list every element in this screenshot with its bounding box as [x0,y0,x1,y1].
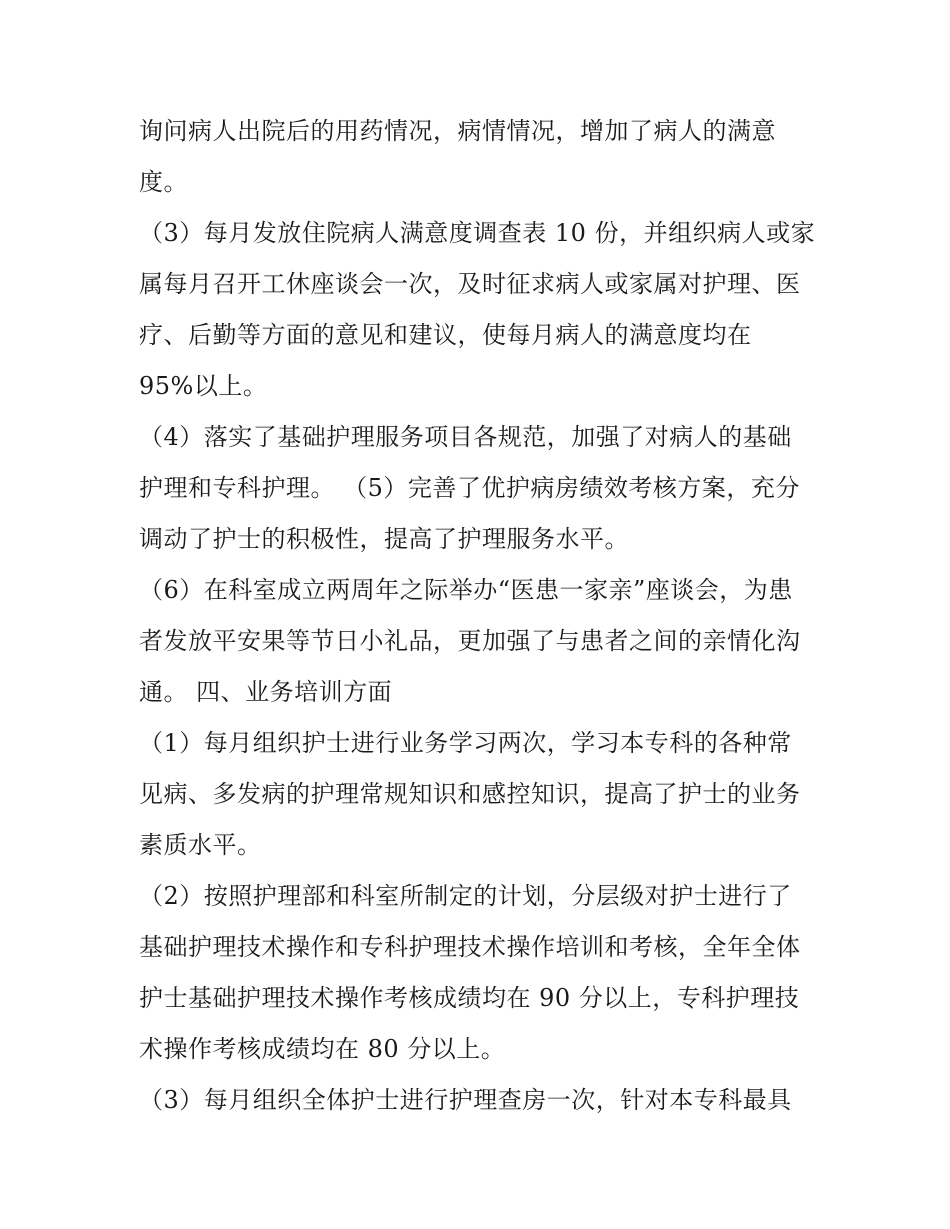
text-line: （3）每月发放住院病人满意度调查表 10 份，并组织病人或家 [139,219,816,247]
text-line: 素质水平。 [139,831,262,859]
text-line: 疗、后勤等方面的意见和建议，使每月病人的满意度均在 [139,321,752,349]
text-line: 95%以上。 [139,372,268,400]
text-line: 属每月召开工休座谈会一次，及时征求病人或家属对护理、医 [139,270,801,298]
text-line: （4）落实了基础护理服务项目各规范，加强了对病人的基础 [139,423,792,451]
text-line: 术操作考核成绩均在 80 分以上。 [139,1035,506,1063]
text-line: （6）在科室成立两周年之际举办“医患一家亲”座谈会，为患 [139,576,793,604]
text-line: 询问病人出院后的用药情况，病情情况，增加了病人的满意 [139,117,776,145]
text-line: 调动了护士的积极性，提高了护理服务水平。 [139,525,629,553]
section-heading-line: 通。 四、业务培训方面 [139,678,393,706]
text-line: 度。 [139,168,188,196]
text-line: 护士基础护理技术操作考核成绩均在 90 分以上，专科护理技 [139,984,800,1012]
text-line: 护理和专科护理。 （5）完善了优护病房绩效考核方案，充分 [139,474,800,502]
text-line: （1）每月组织护士进行业务学习两次，学习本专科的各种常 [139,729,792,757]
text-line: 见病、多发病的护理常规知识和感控知识，提高了护士的业务 [139,780,801,808]
text-line: （3）每月组织全体护士进行护理查房一次，针对本专科最具 [139,1086,792,1114]
text-line: （2）按照护理部和科室所制定的计划，分层级对护士进行了 [139,882,792,910]
text-line: 基础护理技术操作和专科护理技术操作培训和考核，全年全体 [139,933,801,961]
text-line: 者发放平安果等节日小礼品，更加强了与患者之间的亲情化沟 [139,627,801,655]
